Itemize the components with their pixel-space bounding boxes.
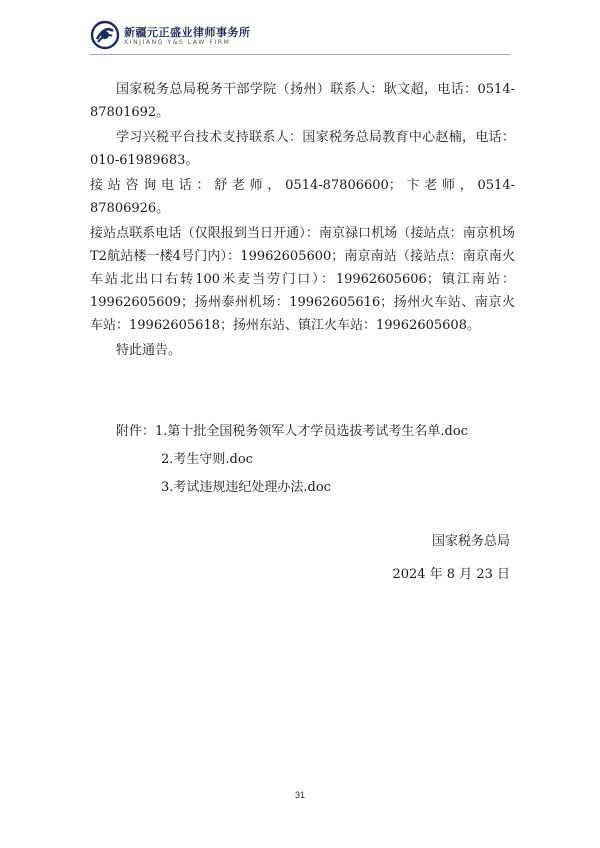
attachment-item: [116, 446, 468, 474]
attachment-link-exam-rules[interactable]: 2.考生守则.doc: [161, 452, 253, 467]
document-header: [90, 18, 510, 54]
closing-paragraph: 特此通告。: [116, 343, 182, 358]
signature-date: 2024 年 8 月 23 日: [392, 567, 510, 582]
attachment-item: [116, 474, 468, 502]
firm-logo-icon: [90, 20, 120, 50]
attachment-link-violation-rules[interactable]: 3.考试违规违纪处理办法.doc: [161, 480, 331, 495]
attachments-label: 附件：: [116, 424, 156, 439]
signature-org: 国家税务总局: [431, 534, 510, 549]
attachments-list: [116, 418, 468, 502]
attachment-link-candidate-list[interactable]: 1.第十批全国税务领军人才学员选拔考试考生名单.doc: [155, 424, 468, 439]
firm-name-cn: 新疆元正盛业律师事务所: [124, 26, 251, 39]
notice-body: [90, 78, 515, 364]
contact-paragraph-tech-support: 学习兴税平台技术支持联系人：国家税务总局教育中心赵楠，电话：010-61989683。: [90, 130, 515, 168]
contact-paragraph-academy: 国家税务总局税务干部学院（扬州）联系人：耿文超，电话：0514-87801692。: [90, 82, 515, 120]
pickup-inquiry-paragraph: 接站咨询电话：舒老师，0514-87806600；卞老师，0514-87806926。: [90, 178, 515, 216]
attachment-item: [116, 418, 468, 446]
pickup-points-paragraph: 接站点联系电话（仅限报到当日开通）：南京禄口机场（接站点：南京机场T2航站楼一楼4号门内）：19962605600；南京南站（接站点：南京南火车站北出口右转100米麦当劳门口）：19962605606；镇江南站：19962605609；扬州泰州机场：19962605616；扬州火车站、南京火车站：19962605618；扬州东站、镇江火车站：19962605608。: [90, 226, 515, 333]
header-divider: [90, 54, 510, 55]
firm-name-en: XINJIANG Y&S LAW FIRM: [124, 39, 231, 46]
page-number: 31: [294, 790, 305, 800]
